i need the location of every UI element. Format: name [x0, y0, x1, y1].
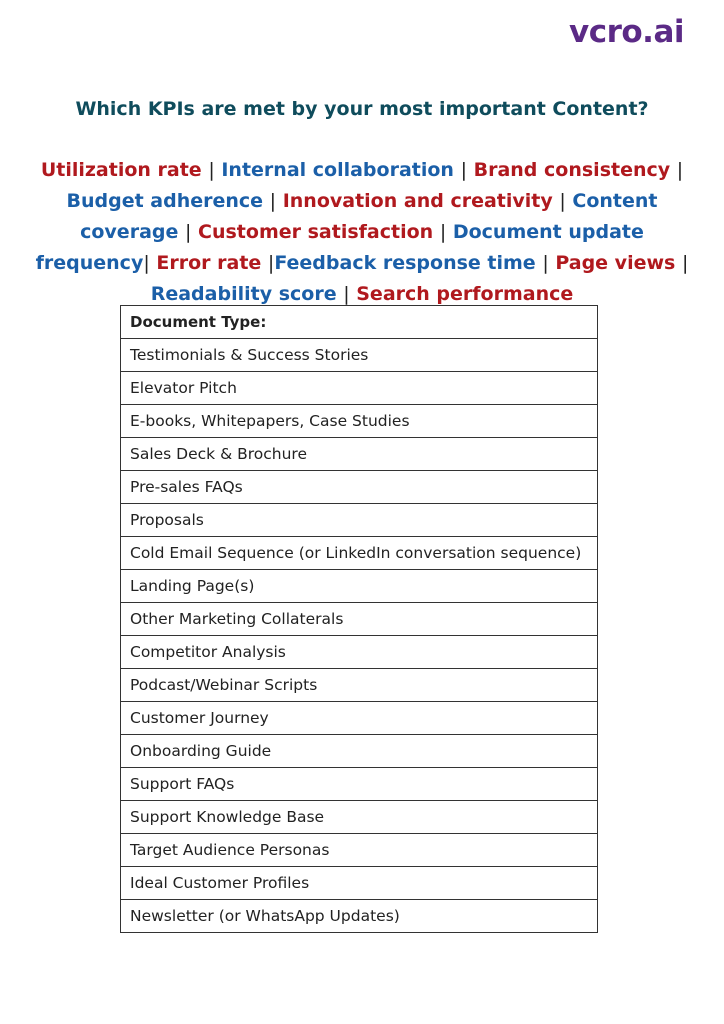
- page-title: Which KPIs are met by your most important Content?: [75, 98, 649, 120]
- table-row: [121, 636, 598, 669]
- table-cell: Sales Deck & Brochure: [121, 438, 598, 471]
- kpi-item: Internal collaboration: [221, 159, 454, 181]
- kpi-item: Document update frequency: [35, 221, 644, 274]
- kpi-item: Customer satisfaction: [198, 221, 434, 243]
- kpi-separator: |: [542, 252, 549, 274]
- table-cell: Landing Page(s): [121, 570, 598, 603]
- kpi-separator: |: [267, 252, 275, 274]
- kpi-item: Content coverage: [80, 190, 658, 243]
- table-cell: Target Audience Personas: [121, 834, 598, 867]
- table-row: [121, 405, 598, 438]
- table-cell: Support FAQs: [121, 768, 598, 801]
- kpi-separator: |: [681, 252, 689, 274]
- table-row: [121, 504, 598, 537]
- table-row: [121, 735, 598, 768]
- table-cell: Newsletter (or WhatsApp Updates): [121, 900, 598, 933]
- kpi-item: Error rate: [156, 252, 262, 274]
- kpi-separator: |: [559, 190, 566, 212]
- document-type-table: [120, 305, 598, 933]
- table-cell: Customer Journey: [121, 702, 598, 735]
- table-cell: Cold Email Sequence (or LinkedIn conversation sequence): [121, 537, 598, 570]
- table-row: [121, 438, 598, 471]
- table-row: [121, 768, 598, 801]
- table-row: [121, 867, 598, 900]
- table-row: [121, 570, 598, 603]
- table-cell: Ideal Customer Profiles: [121, 867, 598, 900]
- table-cell: Onboarding Guide: [121, 735, 598, 768]
- table-row: [121, 603, 598, 636]
- table-cell: Testimonials & Success Stories: [121, 339, 598, 372]
- table-row: [121, 339, 598, 372]
- kpi-separator: |: [143, 252, 150, 274]
- table-cell: Other Marketing Collaterals: [121, 603, 598, 636]
- table-row: [121, 669, 598, 702]
- table-cell: Proposals: [121, 504, 598, 537]
- kpi-item: Brand consistency: [473, 159, 671, 181]
- kpi-item: Readability score: [150, 283, 337, 305]
- table-cell: Competitor Analysis: [121, 636, 598, 669]
- kpi-separator: |: [343, 283, 350, 305]
- kpi-item: Search performance: [356, 283, 574, 305]
- kpi-separator: |: [185, 221, 192, 243]
- kpi-list: [20, 155, 704, 310]
- table-row: [121, 801, 598, 834]
- kpi-item: Feedback response time: [274, 252, 536, 274]
- table-header-row: [121, 306, 598, 339]
- table-cell: E-books, Whitepapers, Case Studies: [121, 405, 598, 438]
- table-cell: Podcast/Webinar Scripts: [121, 669, 598, 702]
- table-cell: Elevator Pitch: [121, 372, 598, 405]
- kpi-separator: |: [439, 221, 447, 243]
- table-cell: Pre-sales FAQs: [121, 471, 598, 504]
- table-row: [121, 900, 598, 933]
- table-cell: Support Knowledge Base: [121, 801, 598, 834]
- kpi-separator: |: [208, 159, 215, 181]
- kpi-item: Budget adherence: [66, 190, 264, 212]
- table-row: [121, 537, 598, 570]
- kpi-separator: |: [676, 159, 684, 181]
- kpi-separator: |: [269, 190, 277, 212]
- table-row: [121, 834, 598, 867]
- brand-logo: vcro.ai: [569, 14, 684, 50]
- kpi-item: Utilization rate: [40, 159, 202, 181]
- kpi-item: Innovation and creativity: [282, 190, 553, 212]
- table-row: [121, 471, 598, 504]
- kpi-separator: |: [460, 159, 467, 181]
- table-header-cell: Document Type:: [121, 306, 598, 339]
- table-row: [121, 372, 598, 405]
- kpi-item: Page views: [555, 252, 676, 274]
- table-row: [121, 702, 598, 735]
